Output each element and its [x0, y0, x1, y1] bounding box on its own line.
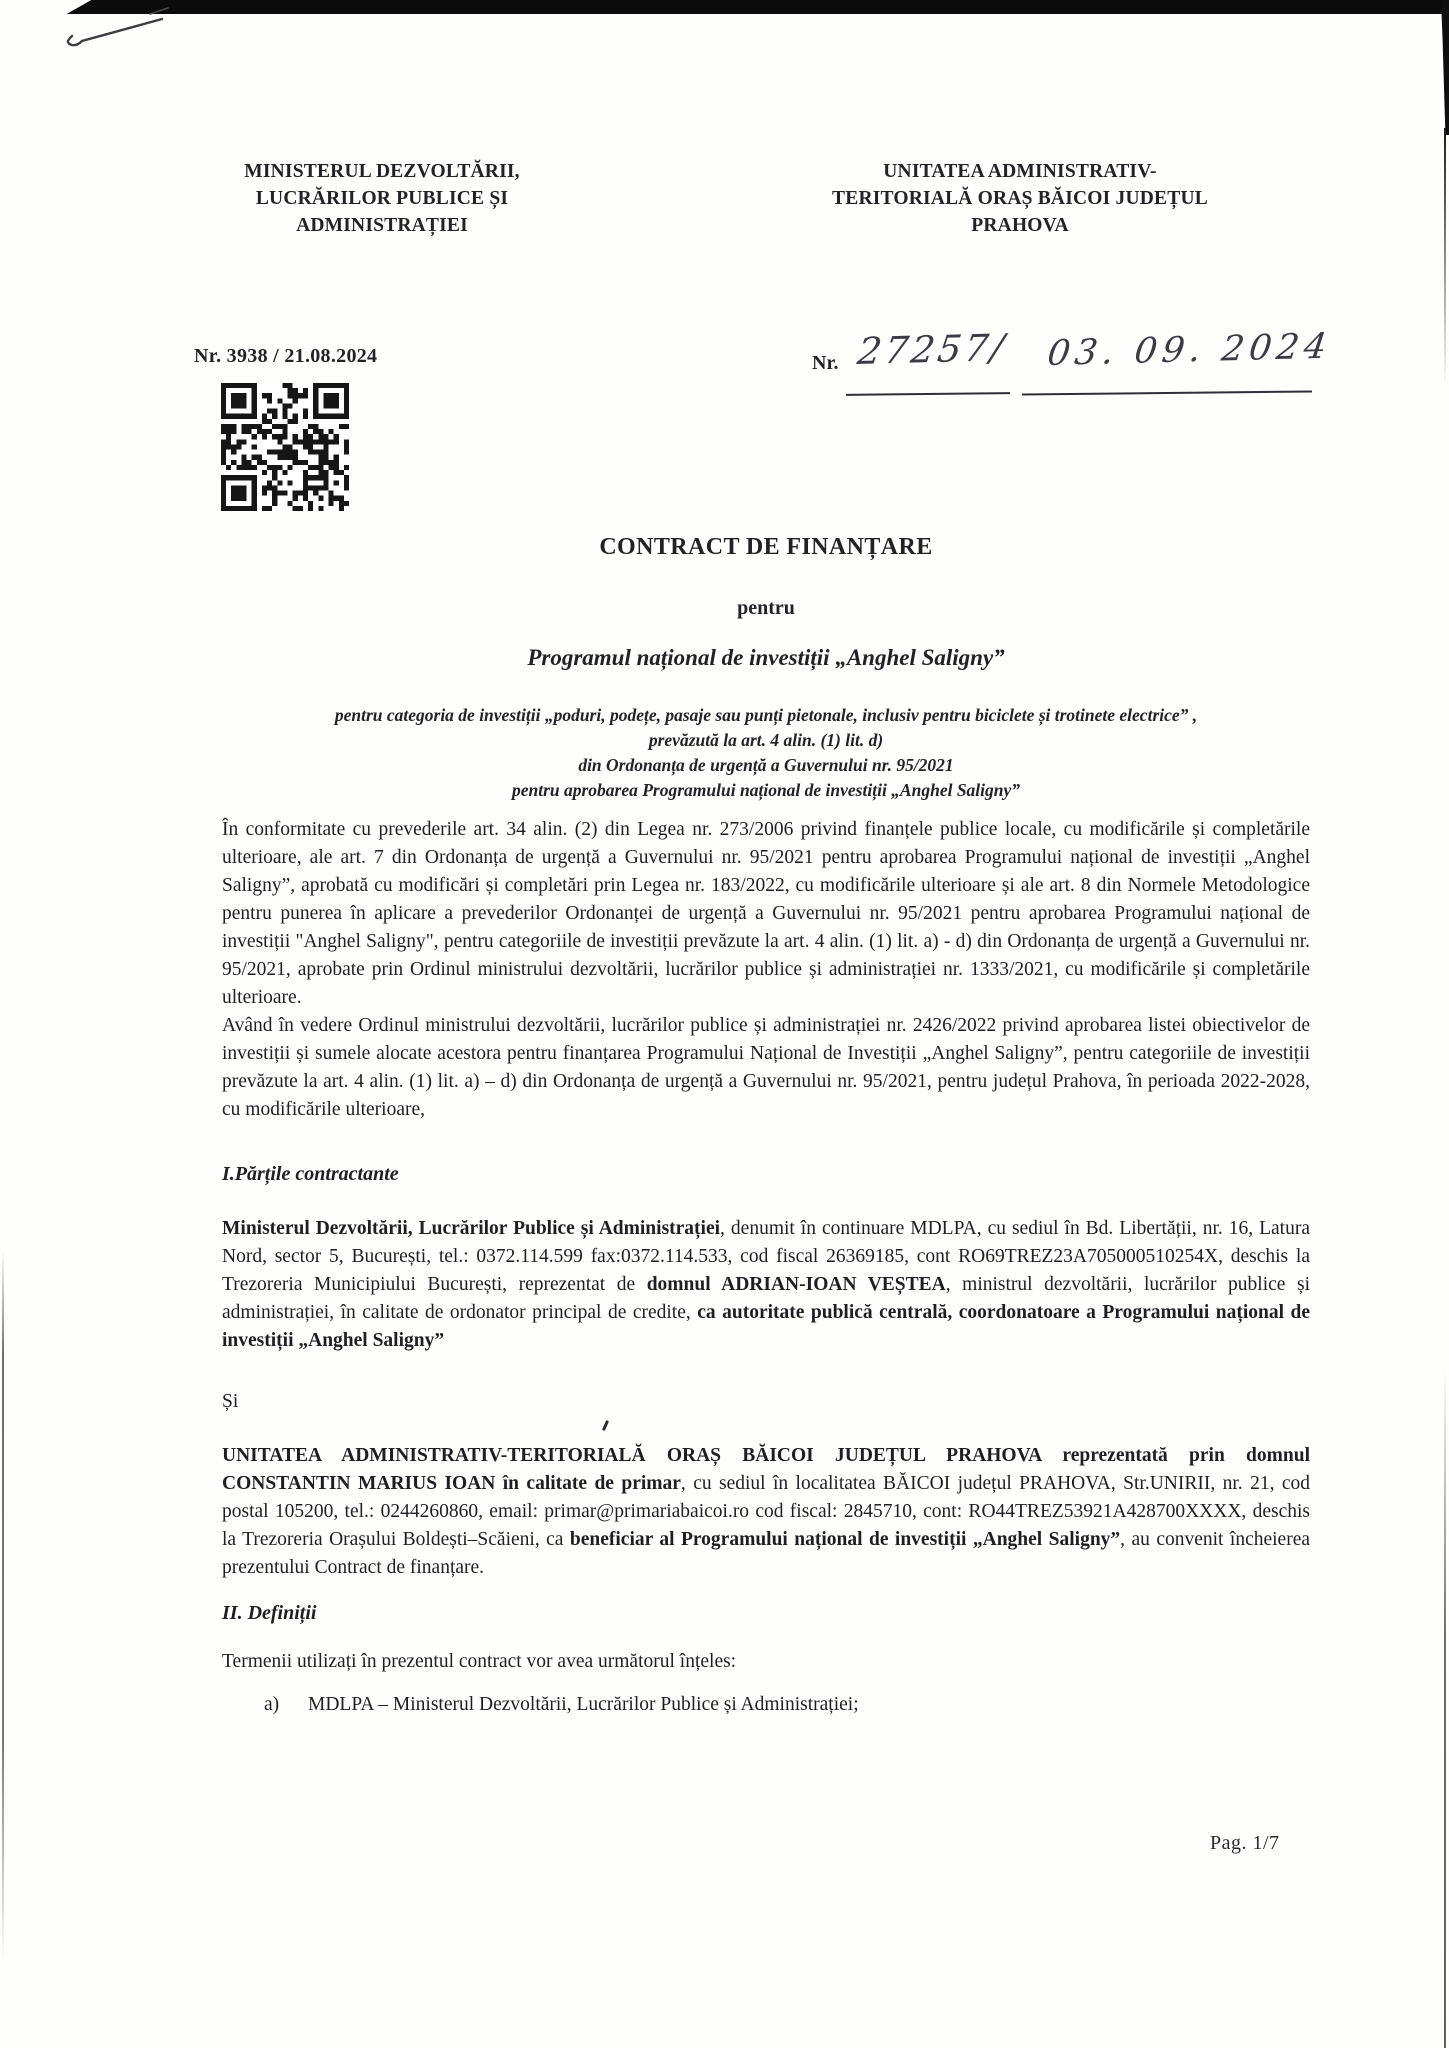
paragraph-legal-basis-2: Având în vedere Ordinul ministrului dezvoltării, lucrărilor publice și administrației nr. 2426/2022 privind aprobarea listei obiectivelor de investiții și sumele alocate acestora pentru finanțarea Programului Național de Investiții „Anghel Saligny”, pentru categoriile de investiții prevăzute la art. 4 alin. (1) lit. a) – d) din Ordonanța de urgență a Guvernului nr. 95/2021, pentru județul Prahova, în perioada 2022-2028, cu modificările ulterioare, — [222, 1015, 1310, 1120]
contract-title-program: Programul național de investiții „Anghel Saligny” — [527, 645, 1005, 670]
qr-code — [221, 383, 349, 511]
registration-number-mdlpa: Nr. 3938 / 21.08.2024 — [194, 345, 378, 367]
subtitle-line4: pentru aprobarea Programului național de investiții „Anghel Saligny” — [511, 780, 1021, 800]
header-uat-line2: TERITORIALĂ ORAȘ BĂICOI JUDEȚUL — [832, 188, 1208, 209]
paragraph-uat: UNITATEA ADMINISTRATIV-TERITORIALĂ ORAȘ BĂICOI JUDEȚUL PRAHOVA reprezentată prin domnul CONSTANTIN MARIUS IOAN în calitate de primar, cu sediul în localitatea BĂICOI județul PRAHOVA, Str.UNIRII, nr. 21, cod postal 105200, tel.: 0244260860, email: primar@primariabaicoi.ro cod fiscal: 2845710, cont: RO44TREZ53921A428700XXXX, deschis la Trezoreria Orașului Boldești–Scăieni, ca beneficiar al Programului național de investiții „Anghel Saligny”, au convenit încheierea prezentului Contract de finanțare. — [222, 1445, 1311, 1578]
handwritten-date: 03. 09. 2024 — [1045, 326, 1335, 374]
staple-mark-icon — [58, 6, 178, 53]
header-uat — [780, 158, 1260, 239]
section-heading-definitions: II. Definiții — [222, 1602, 317, 1624]
page-number: Pag. 1/7 — [1210, 1832, 1280, 1854]
header-ministry-line2: LUCRĂRILOR PUBLICE ȘI — [255, 188, 509, 209]
handwritten-underline-2 — [1022, 390, 1312, 395]
subtitle-line1: pentru categoria de investiții „poduri, podețe, pasaje sau punți pietonale, inclusiv pentru biciclete și trotinete electrice” , — [334, 705, 1198, 725]
scan-edge-right-top — [1441, 0, 1449, 135]
paragraph-legal-basis-1: În conformitate cu prevederile art. 34 alin. (2) din Legea nr. 273/2006 privind finanțele publice locale, cu modificările și completările ulterioare, ale art. 7 din Ordonanța de urgență a Guvernului nr. 95/2021 pentru aprobarea Programului național de investiții „Anghel Saligny”, aprobată cu modificări și completări prin Legea nr. 183/2022, cu modificările ulterioare și ale art. 8 din Normele Metodologice pentru punerea în aplicare a prevederilor Ordonanței de urgență a Guvernului nr. 95/2021 pentru aprobarea Programului național de investiții "Anghel Saligny", pentru categoriile de investiții prevăzute la art. 4 alin. (1) lit. a) - d) din Ordonanța de urgență a Guvernului nr. 95/2021, aprobate prin Ordinul ministrului dezvoltării, lucrărilor publice și administrației nr. 1333/2021, cu modificările și completările ulterioare. — [222, 819, 1310, 1008]
contract-body — [222, 816, 1310, 1719]
paragraph-termeni: Termenii utilizați în prezentul contract vor avea următorul înțeles: — [222, 1651, 737, 1672]
scan-edge-top — [0, 0, 1449, 14]
registration-number-uat-label: Nr. — [812, 352, 839, 374]
definition-item-a-marker: a) — [264, 1694, 280, 1715]
conjunction-si: Și — [222, 1391, 239, 1412]
subtitle-line2: prevăzută la art. 4 alin. (1) lit. d) — [648, 730, 884, 750]
scan-edge-left — [2, 1250, 4, 1960]
header-uat-line1: UNITATEA ADMINISTRATIV- — [883, 161, 1157, 182]
scan-edge-right-low — [1444, 1370, 1446, 2048]
subtitle-line3: din Ordonanța de urgență a Guvernului nr. 95/2021 — [578, 755, 954, 775]
definition-item-a-text: MDLPA – Ministerul Dezvoltării, Lucrărilor Publice și Administrației; — [308, 1694, 859, 1715]
handwritten-underline-1 — [846, 392, 1010, 396]
scan-edge-right-mid — [1444, 128, 1446, 388]
header-ministry-line1: MINISTERUL DEZVOLTĂRII, — [244, 161, 520, 182]
handwritten-number: 27257/ — [855, 326, 1010, 373]
header-uat-line3: PRAHOVA — [971, 215, 1069, 236]
header-ministry — [232, 158, 532, 239]
contract-title-pentru: pentru — [737, 597, 795, 619]
definition-item-a — [222, 1691, 1310, 1719]
section-heading-parties: I.Părțile contractante — [222, 1163, 399, 1185]
contract-subtitle — [180, 703, 1352, 803]
header-ministry-line3: ADMINISTRAȚIEI — [296, 215, 468, 236]
contract-title: CONTRACT DE FINANȚARE — [599, 534, 933, 560]
paragraph-mdlpa: Ministerul Dezvoltării, Lucrărilor Publice și Administrației, denumit în continuare MDLPA, cu sediul în Bd. Libertății, nr. 16, Latura Nord, sector 5, București, tel.: 0372.114.599 fax:0372.114.533, cod fiscal 26369185, cont RO69TREZ23A705000510254X, deschis la Trezoreria Municipiului București, reprezentat de domnul ADRIAN-IOAN VEȘTEA, ministrul dezvoltării, lucrărilor publice și administrației, în calitate de ordonator principal de credite, ca autoritate publică centrală, coordonatoare a Programului național de investiții „Anghel Saligny” — [222, 1218, 1310, 1351]
